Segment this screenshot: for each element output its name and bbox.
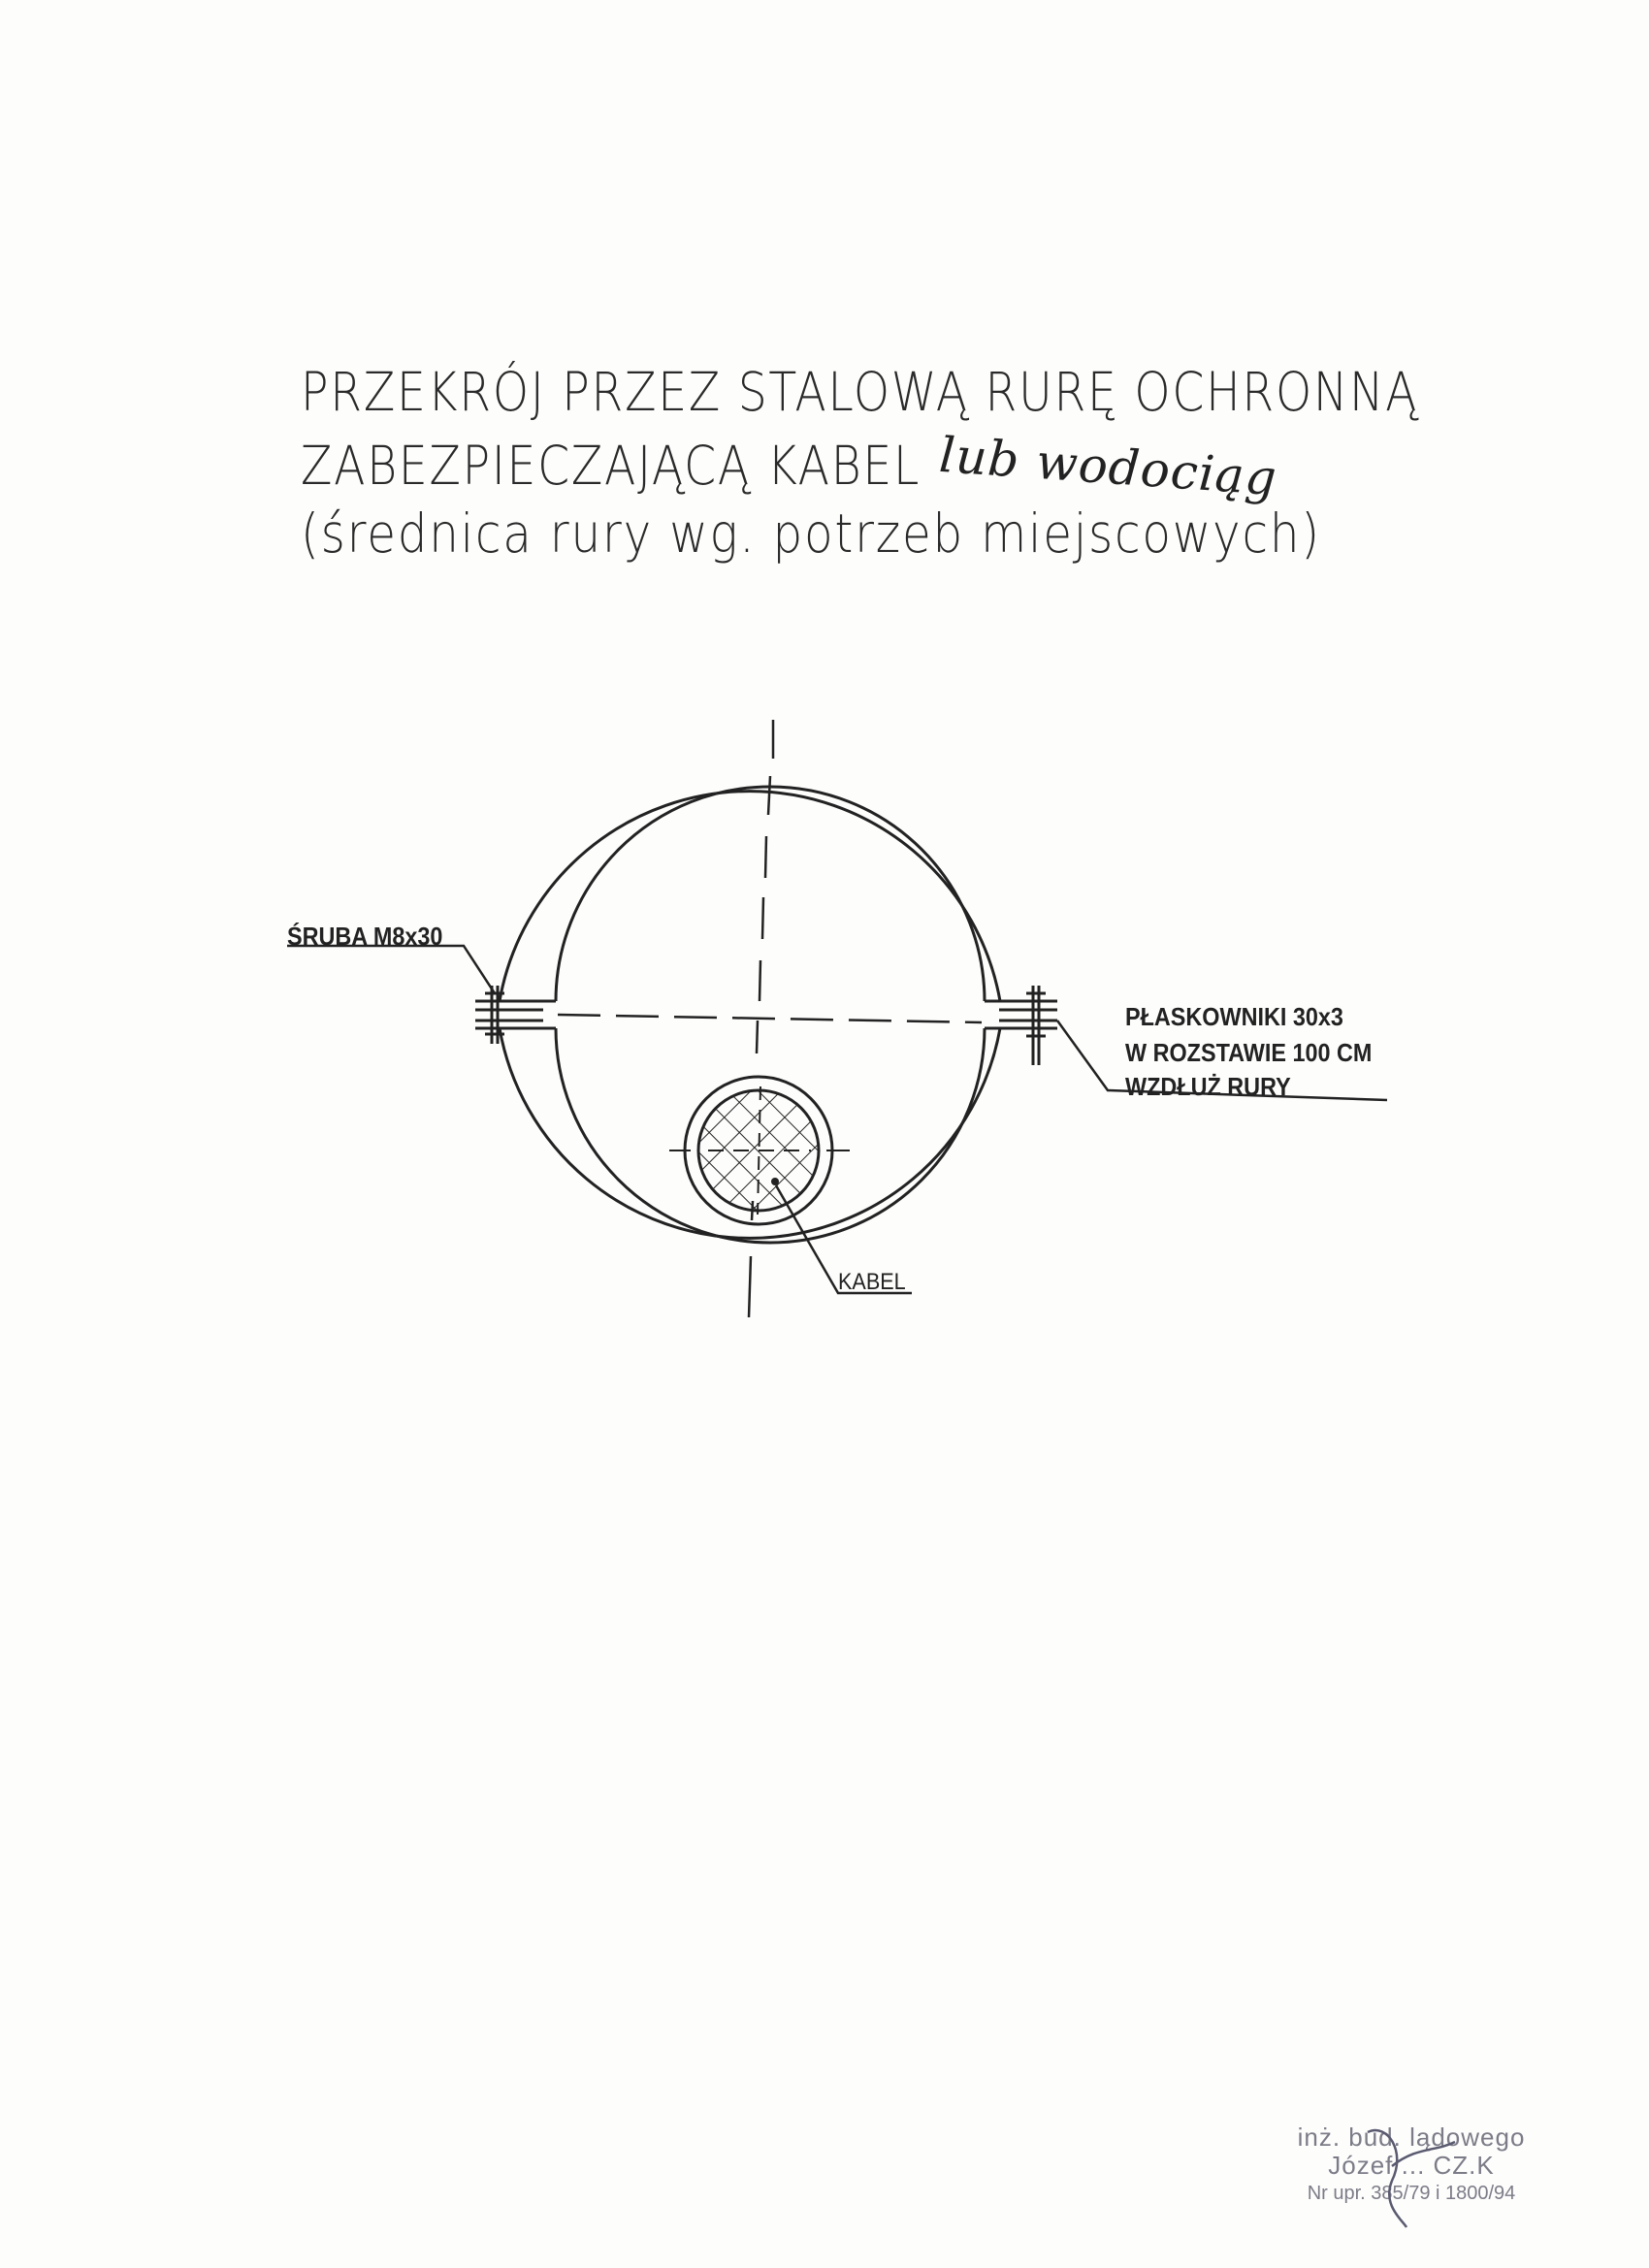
bolt-right — [1026, 986, 1046, 1065]
handwritten-note: lub wodociąg — [937, 426, 1279, 507]
leader-lines — [287, 946, 1387, 1293]
bolt-left — [485, 986, 504, 1044]
horizontal-centerline — [558, 1015, 982, 1022]
cable-label: KABEL — [838, 1269, 906, 1295]
title-line-3: (średnica rury wg. potrzeb miejscowych) — [301, 502, 1321, 565]
bolt-label: ŚRUBA M8x30 — [287, 922, 443, 951]
stamp-line-3: Nr upr. 385/79 i 1800/94 — [1307, 2183, 1516, 2204]
title-line-1: PRZEKRÓJ PRZEZ STALOWĄ RURĘ OCHRONNĄ — [301, 361, 1419, 423]
title-line-2: ZABEZPIECZAJĄCĄ KABEL — [301, 435, 922, 497]
stamp-line-1: inż. bud. lądowego — [1297, 2122, 1526, 2152]
signature — [1348, 2113, 1465, 2229]
stamp-line-2: Józef ... CZ.K — [1328, 2151, 1495, 2180]
flat-bars-label-line-1: PŁASKOWNIKI 30x3 — [1125, 1002, 1343, 1031]
flat-bars-label-line-2: W ROZSTAWIE 100 CM — [1125, 1038, 1373, 1067]
flat-bars-label-line-3: WZDŁUŻ RURY — [1125, 1072, 1291, 1101]
